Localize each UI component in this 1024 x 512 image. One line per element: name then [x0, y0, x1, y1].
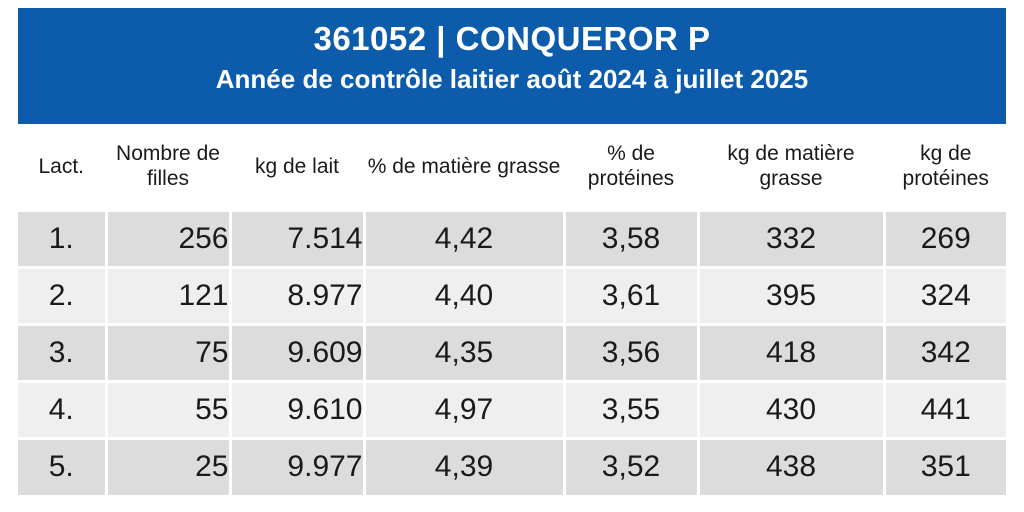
column-header-fat-percent: % de matière grasse [364, 124, 564, 210]
cell-fat-kg: 430 [698, 381, 884, 438]
cell-daughters: 121 [106, 267, 230, 324]
cell-daughters: 256 [106, 210, 230, 267]
cell-fat-percent: 4,35 [364, 324, 564, 381]
table-row [18, 381, 1006, 438]
cell-fat-kg: 438 [698, 438, 884, 495]
cell-milk-kg: 7.514 [230, 210, 364, 267]
page-subtitle: Année de contrôle laitier août 2024 à juillet 2025 [215, 64, 809, 95]
cell-protein-percent: 3,52 [564, 438, 698, 495]
cell-fat-kg: 332 [698, 210, 884, 267]
table-row [18, 267, 1006, 324]
table-body [18, 210, 1006, 495]
table-row [18, 210, 1006, 267]
lactation-table [18, 124, 1006, 495]
cell-fat-percent: 4,40 [364, 267, 564, 324]
cell-lactation: 1. [18, 210, 106, 267]
column-header-fat-kg: kg de matière grasse [698, 124, 884, 210]
table-header-row [18, 124, 1006, 210]
cell-protein-kg: 351 [884, 438, 1006, 495]
column-header-lactation: Lact. [18, 124, 106, 210]
cell-fat-kg: 418 [698, 324, 884, 381]
card-header [18, 8, 1006, 124]
cell-daughters: 75 [106, 324, 230, 381]
cell-daughters: 25 [106, 438, 230, 495]
cell-lactation: 5. [18, 438, 106, 495]
cell-daughters: 55 [106, 381, 230, 438]
cell-protein-percent: 3,55 [564, 381, 698, 438]
column-header-milk-kg: kg de lait [230, 124, 364, 210]
column-header-daughters: Nombre de filles [106, 124, 230, 210]
cell-protein-percent: 3,58 [564, 210, 698, 267]
cell-protein-percent: 3,56 [564, 324, 698, 381]
cell-fat-kg: 395 [698, 267, 884, 324]
cell-fat-percent: 4,42 [364, 210, 564, 267]
cell-protein-kg: 324 [884, 267, 1006, 324]
cell-milk-kg: 9.610 [230, 381, 364, 438]
cell-lactation: 2. [18, 267, 106, 324]
cell-fat-percent: 4,97 [364, 381, 564, 438]
cell-protein-percent: 3,61 [564, 267, 698, 324]
cell-protein-kg: 342 [884, 324, 1006, 381]
cell-lactation: 3. [18, 324, 106, 381]
table-row [18, 438, 1006, 495]
milk-recording-card [18, 8, 1006, 504]
cell-fat-percent: 4,39 [364, 438, 564, 495]
cell-milk-kg: 9.977 [230, 438, 364, 495]
cell-milk-kg: 8.977 [230, 267, 364, 324]
page-title: 361052 | CONQUEROR P [313, 20, 711, 57]
column-header-protein-kg: kg de protéines [884, 124, 1006, 210]
cell-protein-kg: 441 [884, 381, 1006, 438]
table-row [18, 324, 1006, 381]
column-header-protein-percent: % de protéines [564, 124, 698, 210]
cell-lactation: 4. [18, 381, 106, 438]
cell-protein-kg: 269 [884, 210, 1006, 267]
cell-milk-kg: 9.609 [230, 324, 364, 381]
